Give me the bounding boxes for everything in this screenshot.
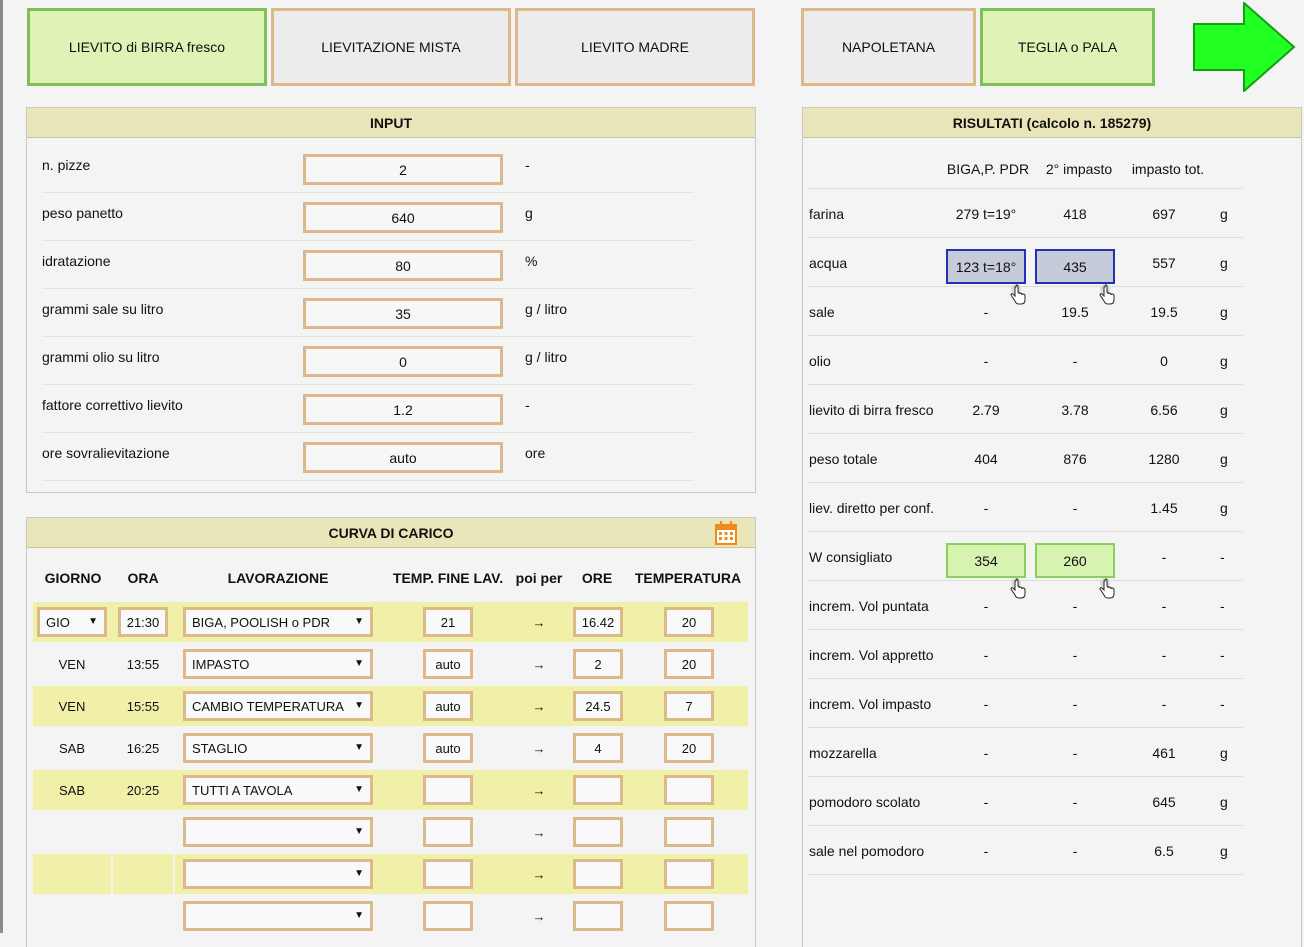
results-panel-title: RISULTATI (calcolo n. 185279) [803,108,1301,138]
caret-down-icon: ▼ [354,826,364,837]
btn-teglia-pala[interactable]: TEGLIA o PALA [980,8,1155,86]
impasto-tot-value: 557 [1152,255,1176,271]
temp-fine-input[interactable]: auto [423,733,473,763]
lavorazione-value: BIGA, POOLISH o PDR [192,614,330,630]
input-label: ore sovralievitazione [42,445,170,461]
left-edge-bar [0,0,3,933]
input-row-n-pizze [42,145,694,193]
input-panel-title: INPUT [27,108,755,138]
row-label: lievito di birra fresco [809,402,934,418]
unit: g [1220,745,1228,761]
input-unit: % [525,253,538,269]
col-header-impasto-tot: impasto tot. [1131,161,1205,177]
next-arrow-icon[interactable] [1192,2,1296,92]
input-label: grammi sale su litro [42,301,164,317]
impasto-tot-value: 697 [1152,206,1176,222]
giorno-text: SAB [58,740,85,756]
row-label: increm. Vol impasto [809,696,932,712]
biga-value: - [983,696,989,712]
ore-input[interactable] [573,775,623,805]
impasto2-value: - [1072,696,1078,712]
impasto2-value: - [1072,794,1078,810]
results-row-olio [808,336,1243,385]
calendar-icon[interactable] [715,521,737,545]
impasto-tot-value: 461 [1152,745,1176,761]
biga-value: - [983,353,989,369]
w-impasto2-box[interactable]: 260 [1035,543,1115,578]
row-label: mozzarella [809,745,877,761]
row-label: olio [809,353,831,369]
btn-lievitazione-mista[interactable]: LIEVITAZIONE MISTA [271,8,511,86]
biga-value: - [983,745,989,761]
giorno-text: SAB [58,782,85,798]
ore-input[interactable] [573,901,623,931]
unit: - [1220,647,1225,663]
curve-row [33,812,748,852]
impasto2-value: 3.78 [1061,402,1089,418]
unit: g [1220,451,1228,467]
results-row-w-consigliato [808,532,1243,581]
caret-down-icon: ▼ [88,616,98,627]
lavorazione-select[interactable] [183,817,373,847]
ora-text: 20:25 [126,782,160,798]
row-label: peso totale [809,451,878,467]
idratazione-input[interactable]: 80 [303,250,503,281]
unit: - [1220,598,1225,614]
input-unit: ore [525,445,546,461]
results-row-vol-impasto [808,679,1243,728]
temp-fine-input[interactable] [423,901,473,931]
curve-panel-header [27,518,755,548]
unit: - [1220,549,1225,565]
ore-input[interactable]: 4 [573,733,623,763]
biga-value: 279 t=19° [955,206,1017,222]
ora-input[interactable]: 21:30 [118,607,168,637]
giorno-text: VEN [58,698,86,714]
col-poi-per: poi per [515,570,563,586]
caret-down-icon: ▼ [354,616,364,627]
col-header-biga: BIGA,P. PDR [946,161,1030,177]
curve-panel [26,517,756,947]
temperatura-input[interactable] [664,901,714,931]
input-row-idratazione [42,241,694,289]
unit: - [1220,696,1225,712]
unit: g [1220,500,1228,516]
results-row-farina [808,189,1243,238]
arrow-right-icon: → [532,656,546,672]
biga-value: - [983,304,989,320]
lavorazione-select[interactable] [183,775,373,805]
input-row-olio [42,337,694,385]
unit: g [1220,353,1228,369]
row-label: pomodoro scolato [809,794,921,810]
arrow-right-icon: → [532,866,546,882]
impasto-tot-value: - [1161,647,1167,663]
impasto-tot-value: - [1161,549,1167,565]
giorno-select[interactable] [37,607,107,637]
temp-fine-input[interactable]: auto [423,649,473,679]
input-row-sale [42,289,694,337]
row-label: increm. Vol puntata [809,598,929,614]
w-biga-box[interactable]: 354 [946,543,1026,578]
impasto2-value: - [1072,647,1078,663]
impasto2-value: - [1072,843,1078,859]
biga-value: - [983,794,989,810]
impasto-tot-value: - [1161,598,1167,614]
results-row-liev-diretto [808,483,1243,532]
temperatura-input[interactable]: 20 [664,649,714,679]
arrow-right-icon: → [532,698,546,714]
ora-text: 16:25 [126,740,160,756]
biga-value: - [983,500,989,516]
btn-lievito-madre[interactable]: LIEVITO MADRE [515,8,755,86]
results-row-lievito [808,385,1243,434]
curve-row [33,602,748,642]
impasto-tot-value: 6.5 [1154,843,1174,859]
arrow-right-icon: → [532,908,546,924]
impasto-tot-value: 0 [1160,353,1168,369]
curve-panel-title: CURVA DI CARICO [328,524,454,541]
lavorazione-value: STAGLIO [192,740,248,756]
input-row-fattore [42,385,694,433]
unit: g [1220,206,1228,222]
unit: g [1220,402,1228,418]
results-panel [802,107,1302,947]
biga-value: 2.79 [972,402,1000,418]
lavorazione-value: IMPASTO [192,656,250,672]
results-col-headers [808,139,1243,189]
row-label: W consigliato [809,549,893,565]
ora-text: 13:55 [126,656,160,672]
temp-fine-input[interactable]: 21 [423,607,473,637]
ore-input[interactable] [573,859,623,889]
curve-row [33,896,748,936]
row-label: increm. Vol appretto [809,647,934,663]
temperatura-input[interactable]: 7 [664,691,714,721]
col-temperatura: TEMPERATURA [634,570,742,586]
row-label: acqua [809,255,848,271]
giorno-cell [33,854,111,894]
temp-fine-input[interactable] [423,817,473,847]
arrow-right-icon: → [532,824,546,840]
arrow-right-icon: → [532,740,546,756]
ore-input[interactable]: 24.5 [573,691,623,721]
temp-fine-input[interactable] [423,859,473,889]
row-label: liev. diretto per conf. [809,500,935,516]
impasto2-value: 418 [1063,206,1087,222]
col-header-2-impasto: 2° impasto [1045,161,1113,177]
caret-down-icon: ▼ [354,784,364,795]
input-row-peso-panetto [42,193,694,241]
lavorazione-select[interactable] [183,859,373,889]
input-row-ore-sovra [42,433,694,481]
caret-down-icon: ▼ [354,910,364,921]
lavorazione-select[interactable] [183,649,373,679]
row-label: sale nel pomodoro [809,843,925,859]
curve-row [33,686,748,726]
ora-text: 15:55 [126,698,160,714]
acqua-impasto2-box[interactable]: 435 [1035,249,1115,284]
input-panel [26,107,756,493]
arrow-right-icon: → [532,782,546,798]
col-temp-fine: TEMP. FINE LAV. [392,570,504,586]
results-row-acqua [808,238,1243,287]
lavorazione-select[interactable] [183,607,373,637]
temperatura-input[interactable]: 20 [664,733,714,763]
temperatura-input[interactable] [664,817,714,847]
results-row-sale-pomodoro [808,826,1243,875]
input-unit: g [525,205,533,221]
caret-down-icon: ▼ [354,868,364,879]
temperatura-input[interactable] [664,859,714,889]
impasto-tot-value: 1.45 [1150,500,1178,516]
impasto2-value: - [1072,500,1078,516]
temperatura-input[interactable] [664,775,714,805]
input-label: grammi olio su litro [42,349,160,365]
fattore-correttivo-input[interactable]: 1.2 [303,394,503,425]
biga-value: 404 [974,451,998,467]
input-unit: - [525,157,530,173]
results-row-vol-puntata [808,581,1243,630]
input-unit: g / litro [525,301,568,317]
ora-cell [113,854,173,894]
col-lavorazione: LAVORAZIONE [227,570,329,586]
results-row-peso-totale [808,434,1243,483]
unit: g [1220,304,1228,320]
unit: g [1220,794,1228,810]
impasto2-value: - [1072,745,1078,761]
caret-down-icon: ▼ [354,700,364,711]
biga-value: - [983,843,989,859]
ore-input[interactable] [573,817,623,847]
ore-sovralievitazione-input[interactable]: auto [303,442,503,473]
lavorazione-value: TUTTI A TAVOLA [192,782,293,798]
btn-lievito-birra[interactable]: LIEVITO di BIRRA fresco [27,8,267,86]
input-label: idratazione [42,253,111,269]
peso-panetto-input[interactable]: 640 [303,202,503,233]
impasto-tot-value: 6.56 [1150,402,1178,418]
biga-value: - [983,598,989,614]
input-label: peso panetto [42,205,123,221]
curve-row [33,644,748,684]
ore-input[interactable]: 2 [573,649,623,679]
temperatura-input[interactable]: 20 [664,607,714,637]
impasto2-value: 19.5 [1061,304,1089,320]
input-unit: - [525,397,530,413]
giorno-value: GIO [46,614,70,630]
biga-value: - [983,647,989,663]
impasto2-value: - [1072,353,1078,369]
col-ore: ORE [581,570,613,586]
giorno-text: VEN [58,656,86,672]
olio-litro-input[interactable]: 0 [303,346,503,377]
col-ora: ORA [127,570,159,586]
caret-down-icon: ▼ [354,742,364,753]
impasto-tot-value: - [1161,696,1167,712]
acqua-biga-box[interactable]: 123 t=18° [946,249,1026,284]
curve-row [33,728,748,768]
results-row-sale [808,287,1243,336]
results-row-pomodoro [808,777,1243,826]
lavorazione-select[interactable] [183,691,373,721]
unit: g [1220,843,1228,859]
row-label: sale [809,304,835,320]
lavorazione-select[interactable] [183,733,373,763]
impasto-tot-value: 1280 [1148,451,1180,467]
input-label: n. pizze [42,157,91,173]
impasto-tot-value: 19.5 [1150,304,1178,320]
impasto2-value: 876 [1063,451,1087,467]
impasto2-value: - [1072,598,1078,614]
n-pizze-input[interactable]: 2 [303,154,503,185]
curve-row [33,854,748,894]
input-unit: g / litro [525,349,568,365]
temp-fine-input[interactable]: auto [423,691,473,721]
row-label: farina [809,206,845,222]
results-row-vol-appretto [808,630,1243,679]
col-giorno: GIORNO [44,570,102,586]
impasto-tot-value: 645 [1152,794,1176,810]
curve-row [33,770,748,810]
ore-input[interactable]: 16.42 [573,607,623,637]
unit: g [1220,255,1228,271]
sale-litro-input[interactable]: 35 [303,298,503,329]
caret-down-icon: ▼ [354,658,364,669]
lavorazione-value: CAMBIO TEMPERATURA [192,698,344,714]
lavorazione-select[interactable] [183,901,373,931]
temp-fine-input[interactable] [423,775,473,805]
arrow-right-icon: → [532,614,546,630]
results-row-mozzarella [808,728,1243,777]
input-label: fattore correttivo lievito [42,397,183,413]
btn-napoletana[interactable]: NAPOLETANA [801,8,976,86]
